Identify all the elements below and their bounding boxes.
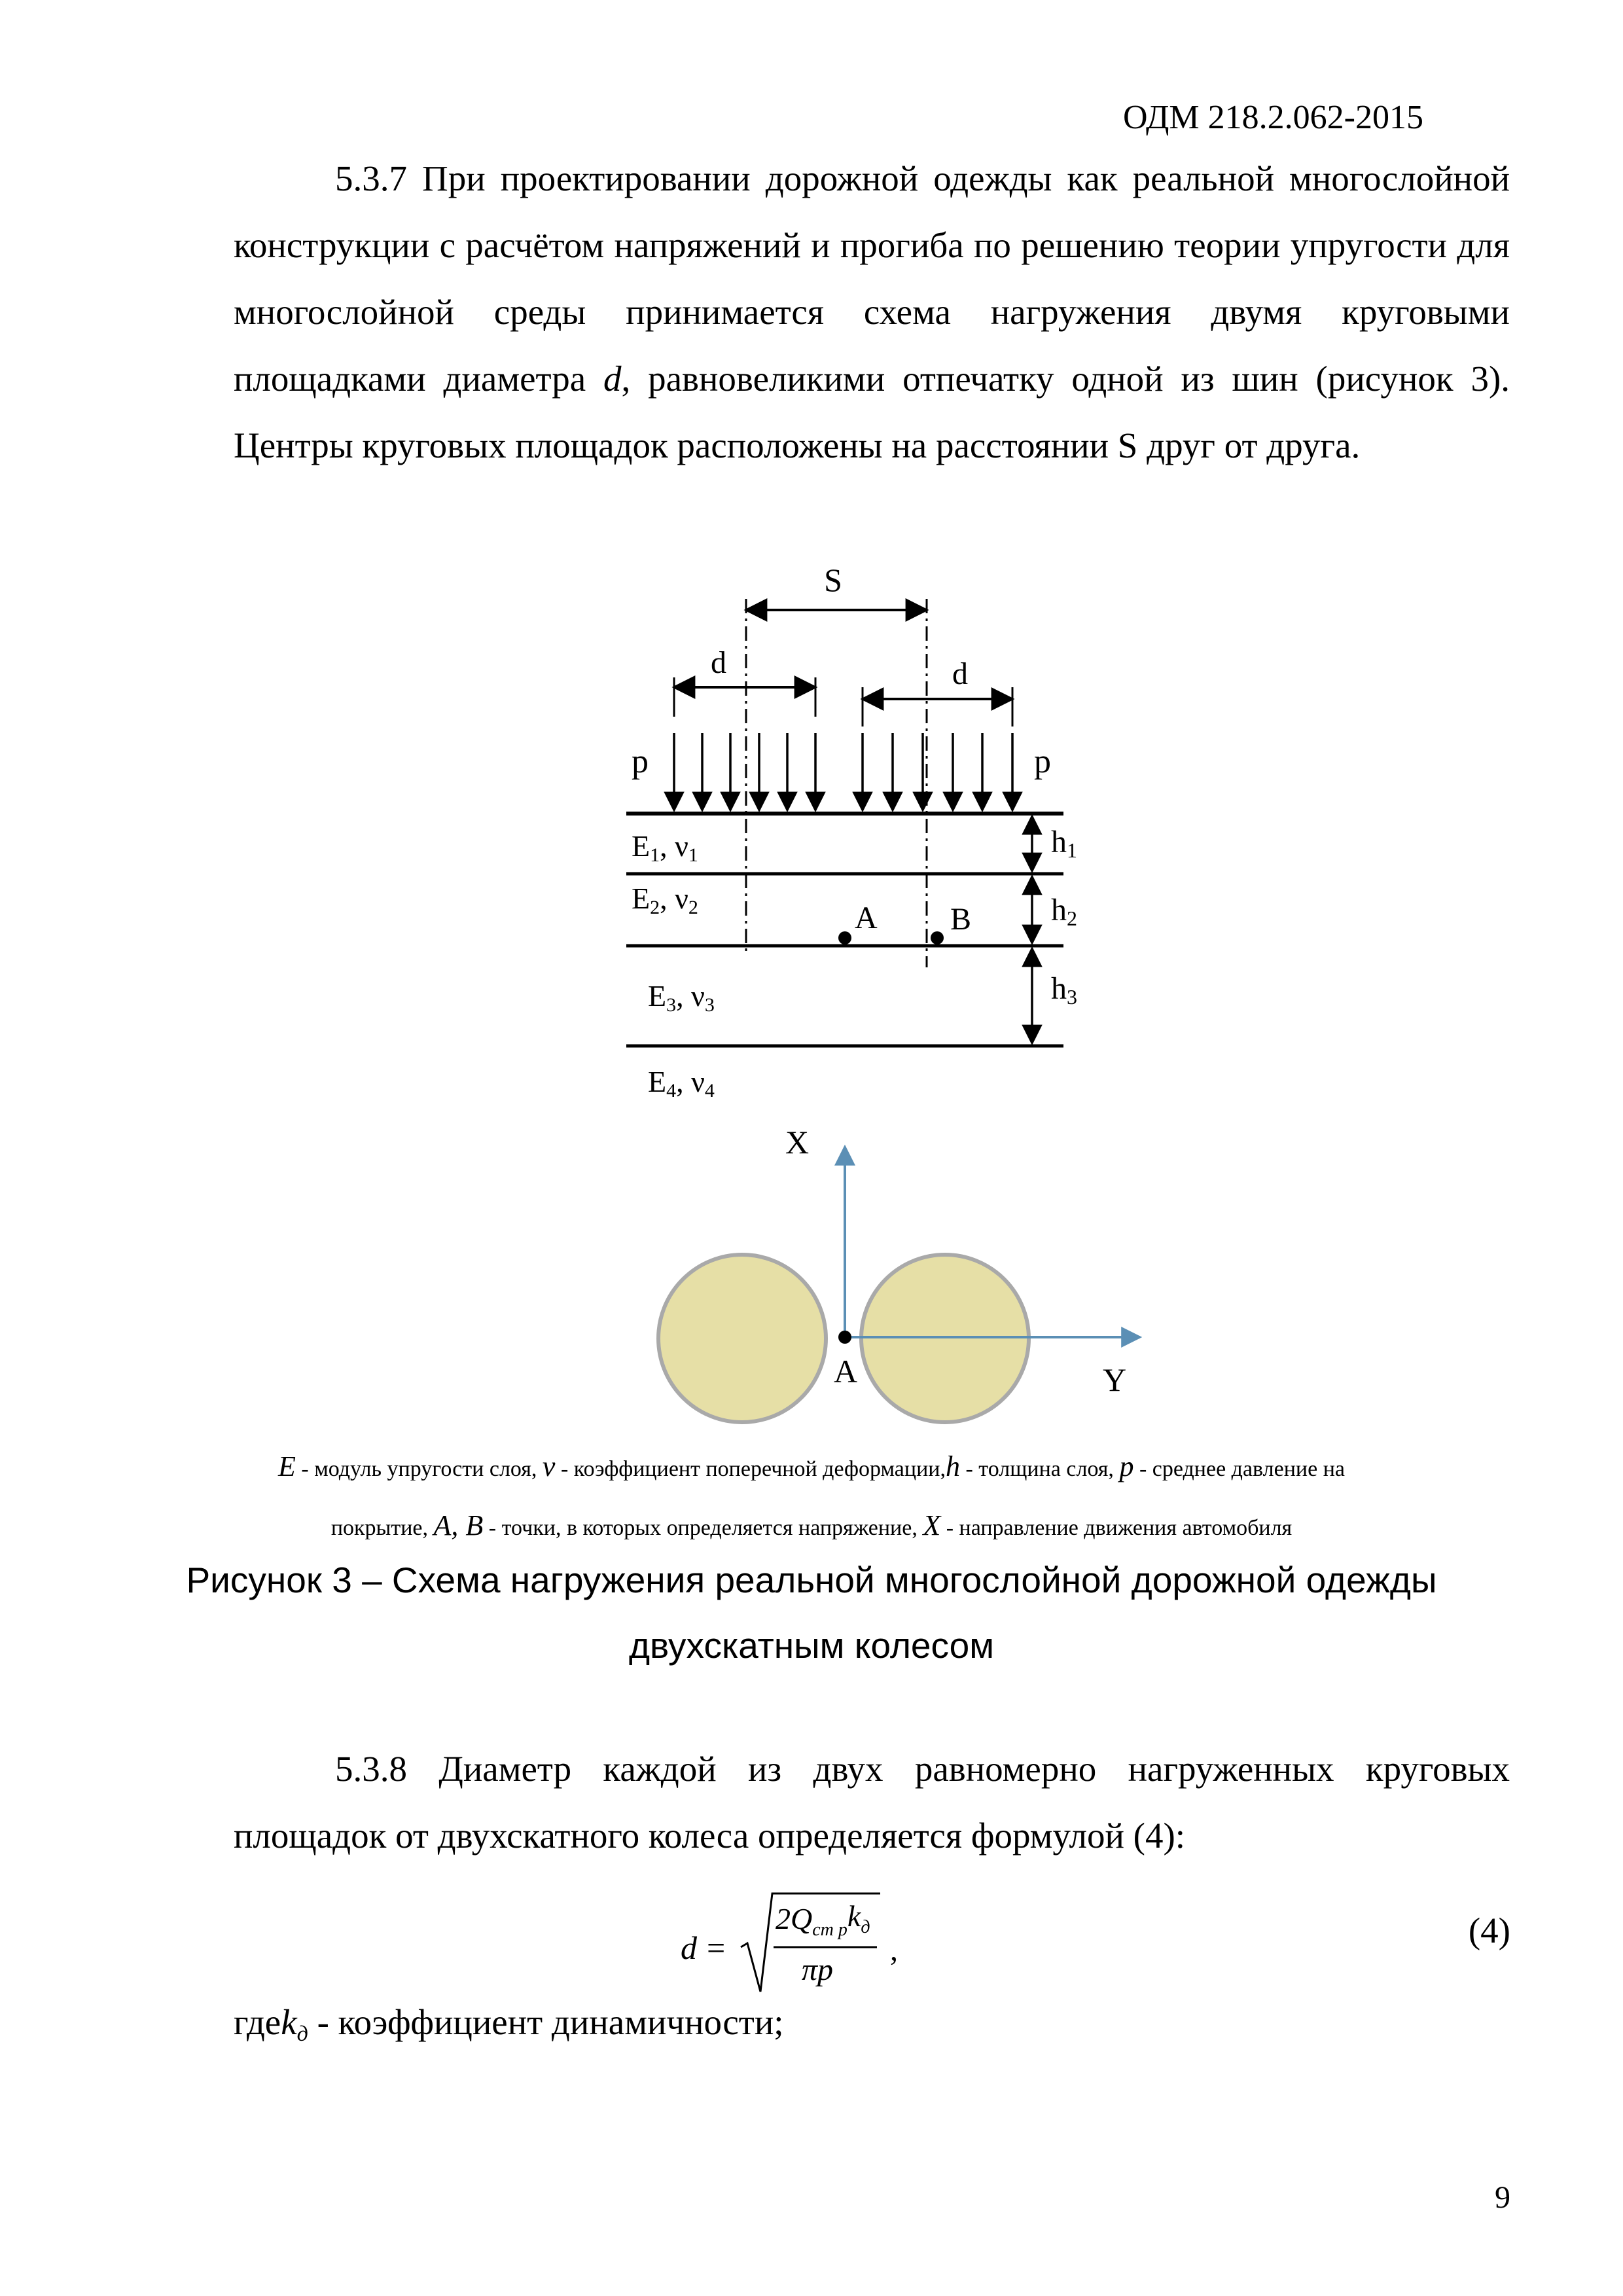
point-A-origin: [838, 1331, 851, 1344]
legend-text: - коэффициент поперечной деформации,: [555, 1457, 946, 1481]
pressure-arrows: [674, 733, 1012, 810]
figure-legend-line-2: [196, 1509, 1427, 1542]
formula-comma: ,: [890, 1933, 898, 1967]
where-description: - коэффициент динамичности;: [308, 2002, 784, 2042]
label-h3: h3: [1051, 971, 1077, 1009]
symbol-k-subscript: д: [296, 2022, 308, 2046]
label-layer-1: E1, ν1: [632, 829, 698, 866]
page-number: 9: [1495, 2180, 1510, 2215]
formula-denominator: πp: [802, 1952, 834, 1987]
formula-equals: =: [707, 1929, 726, 1966]
paragraph-text: При проектировании дорожной одежды как реальной многослойной конструкции с расчётом напряжений и прогиба по решению теории упругости для многослойной среды принимается схема нагружения двумя круговыми площадками диаметра: [234, 158, 1510, 399]
legend-symbol-p: p: [1119, 1450, 1134, 1482]
legend-text: - модуль упругости слоя,: [295, 1457, 543, 1481]
legend-text: - направление движения автомобиля: [940, 1516, 1293, 1540]
legend-symbol-X: X: [923, 1509, 941, 1541]
paragraph-5-3-8: [234, 1736, 1510, 1869]
label-point-A-origin: A: [833, 1353, 858, 1390]
document-code: ОДМ 218.2.062-2015: [1123, 99, 1423, 136]
symbol-d: d: [603, 359, 622, 399]
label-layer-4: E4, ν4: [648, 1065, 715, 1102]
label-axis-X: X: [785, 1124, 810, 1160]
point-A-marker: [838, 931, 851, 944]
formula-lhs: d: [681, 1929, 697, 1966]
label-p-left: p: [632, 743, 649, 780]
label-layer-3: E3, ν3: [648, 979, 715, 1016]
figure-caption-line-2: двухскатным колесом: [628, 1625, 995, 1666]
legend-symbol-h: h: [945, 1450, 960, 1482]
label-d-left: d: [711, 645, 726, 680]
contact-circle-left: [658, 1255, 826, 1422]
legend-text: покрытие,: [330, 1516, 434, 1540]
label-h1: h1: [1051, 825, 1077, 862]
label-point-B: B: [950, 902, 972, 937]
legend-text: - среднее давление на: [1133, 1457, 1345, 1481]
label-p-right: p: [1034, 743, 1051, 780]
label-point-A: A: [855, 901, 878, 935]
section-number: 5.3.8: [335, 1749, 407, 1789]
legend-text: - толщина слоя,: [959, 1457, 1120, 1481]
label-h2: h2: [1051, 893, 1077, 930]
figure-caption-line-1: Рисунок 3 – Схема нагружения реальной многослойной дорожной одежды: [186, 1560, 1437, 1600]
point-B-marker: [931, 931, 944, 944]
label-d-right: d: [952, 656, 968, 691]
label-S: S: [824, 562, 842, 598]
where-prefix: где: [234, 2002, 281, 2042]
legend-symbol-nu: ν: [542, 1450, 556, 1482]
equation-number: (4): [1468, 1910, 1510, 1950]
section-number: 5.3.7: [335, 158, 407, 198]
label-layer-2: E2, ν2: [632, 882, 698, 918]
paragraph-text: Диаметр каждой из двух равномерно нагруженных круговых площадок от двухскатного колеса определяется формулой (4):: [234, 1749, 1510, 1856]
legend-text: - точки, в которых определяется напряжение,: [483, 1516, 923, 1540]
legend-symbol-AB: A, B: [433, 1509, 484, 1541]
formula-where-line: [234, 2001, 784, 2046]
label-axis-Y: Y: [1102, 1361, 1127, 1398]
figure-legend-line-1: [196, 1450, 1427, 1483]
paragraph-text-continued: , равновеликими отпечатку одной из шин (рисунок 3). Центры круговых площадок расположены на расстоянии S друг от друга.: [234, 359, 1510, 465]
formula-numerator: $2Q_{ст р}k_д$: [776, 1899, 870, 1940]
legend-symbol-E: E: [278, 1450, 296, 1482]
contact-circle-right: [861, 1255, 1029, 1422]
formula-4: [681, 1888, 929, 2000]
symbol-k: k: [281, 2002, 297, 2042]
paragraph-5-3-7: [234, 145, 1510, 479]
